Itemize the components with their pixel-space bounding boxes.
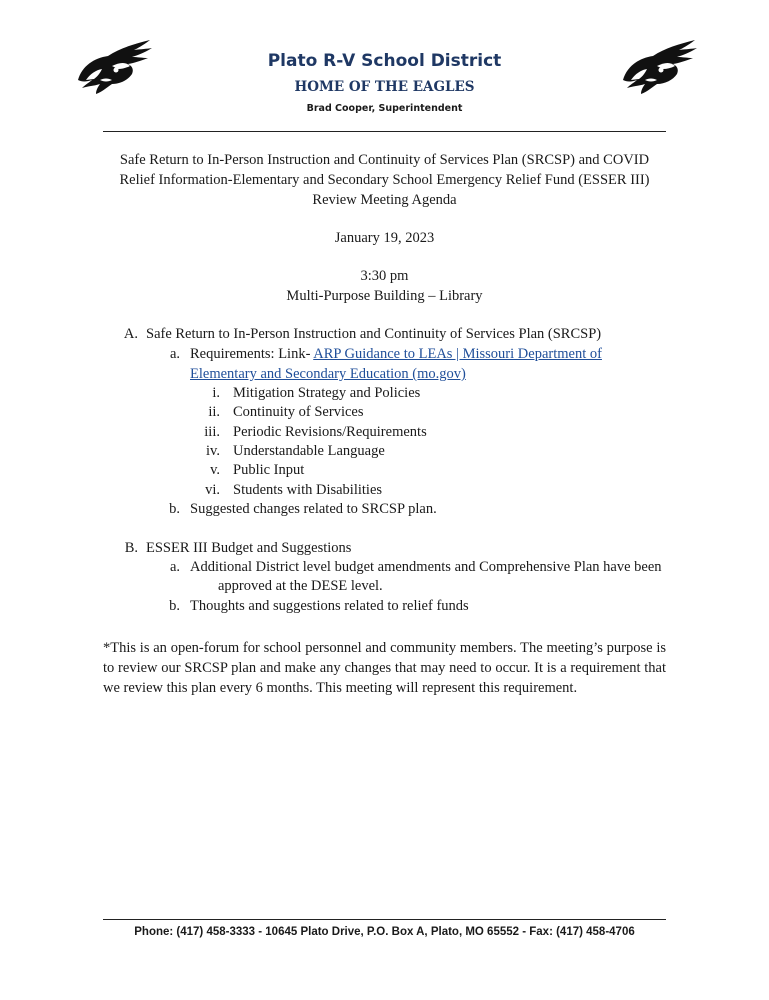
district-motto: HOME OF THE EAGLES (294, 79, 475, 95)
subitem-marker: v. (210, 462, 220, 478)
section-b-heading: ESSER III Budget and Suggestions (146, 540, 352, 556)
section-marker: B. (124, 540, 138, 556)
agenda-title (90, 150, 679, 210)
subitem-continuity: Continuity of Services (233, 404, 364, 420)
subitem-marker: iv. (206, 443, 220, 459)
suggested-changes-item: Suggested changes related to SRCSP plan. (190, 501, 437, 517)
subitem-marker: vi. (205, 482, 220, 498)
section-marker: A. (123, 326, 138, 342)
item-marker: a. (169, 559, 180, 575)
district-name: Plato R-V School District (267, 51, 502, 71)
subitem-marker: ii. (208, 404, 220, 420)
subitem-mitigation: Mitigation Strategy and Policies (233, 385, 421, 401)
footer-divider (103, 919, 666, 920)
item-marker: b. (169, 501, 180, 517)
superintendent-name: Brad Cooper, Superintendent (306, 103, 463, 114)
open-forum-note: *This is an open-forum for school personnel and community members. The meeting’s purpose is to review our SRCSP plan and make any changes that may need to occur. It is a requirement that we review this plan every 6 months. This meeting will represent this requirement. (103, 640, 666, 696)
budget-amendments-item: Additional District level budget amendments and Comprehensive Plan have been (190, 559, 662, 575)
item-marker: b. (169, 598, 180, 614)
thoughts-suggestions-item: Thoughts and suggestions related to relief funds (190, 598, 469, 614)
arp-guidance-link[interactable]: ARP Guidance to LEAs | Missouri Department of (313, 346, 602, 362)
subitem-revisions: Periodic Revisions/Requirements (233, 424, 427, 440)
section-a-heading: Safe Return to In-Person Instruction and Continuity of Services Plan (SRCSP) (146, 326, 602, 342)
meeting-location: Multi-Purpose Building – Library (286, 288, 483, 304)
title-line: Relief Information-Elementary and Secondary School Emergency Relief Fund (ESSER III) (119, 172, 650, 188)
arp-guidance-link-line2[interactable]: Elementary and Secondary Education (mo.gov) (190, 366, 466, 382)
subitem-disabilities: Students with Disabilities (233, 482, 383, 498)
meeting-date: January 19, 2023 (334, 230, 435, 246)
budget-amendments-continued: approved at the DESE level. (218, 578, 383, 594)
subitem-language: Understandable Language (233, 443, 385, 459)
title-line: Review Meeting Agenda (312, 192, 457, 208)
title-line: Safe Return to In-Person Instruction and Continuity of Services Plan (SRCSP) and COVID (119, 152, 650, 168)
contact-footer: Phone: (417) 458-3333 - 10645 Plato Drive, P.O. Box A, Plato, MO 65552 - Fax: (417) 458-4706 (134, 926, 635, 938)
meeting-time: 3:30 pm (360, 268, 409, 284)
subitem-public-input: Public Input (233, 462, 305, 478)
requirements-prefix: Requirements: Link- (190, 346, 311, 362)
header-divider (103, 131, 666, 132)
subitem-marker: iii. (204, 424, 220, 440)
requirements-link-continued (190, 366, 466, 383)
subitem-marker: i. (212, 385, 220, 401)
item-marker: a. (169, 346, 180, 362)
requirements-item (190, 346, 602, 363)
